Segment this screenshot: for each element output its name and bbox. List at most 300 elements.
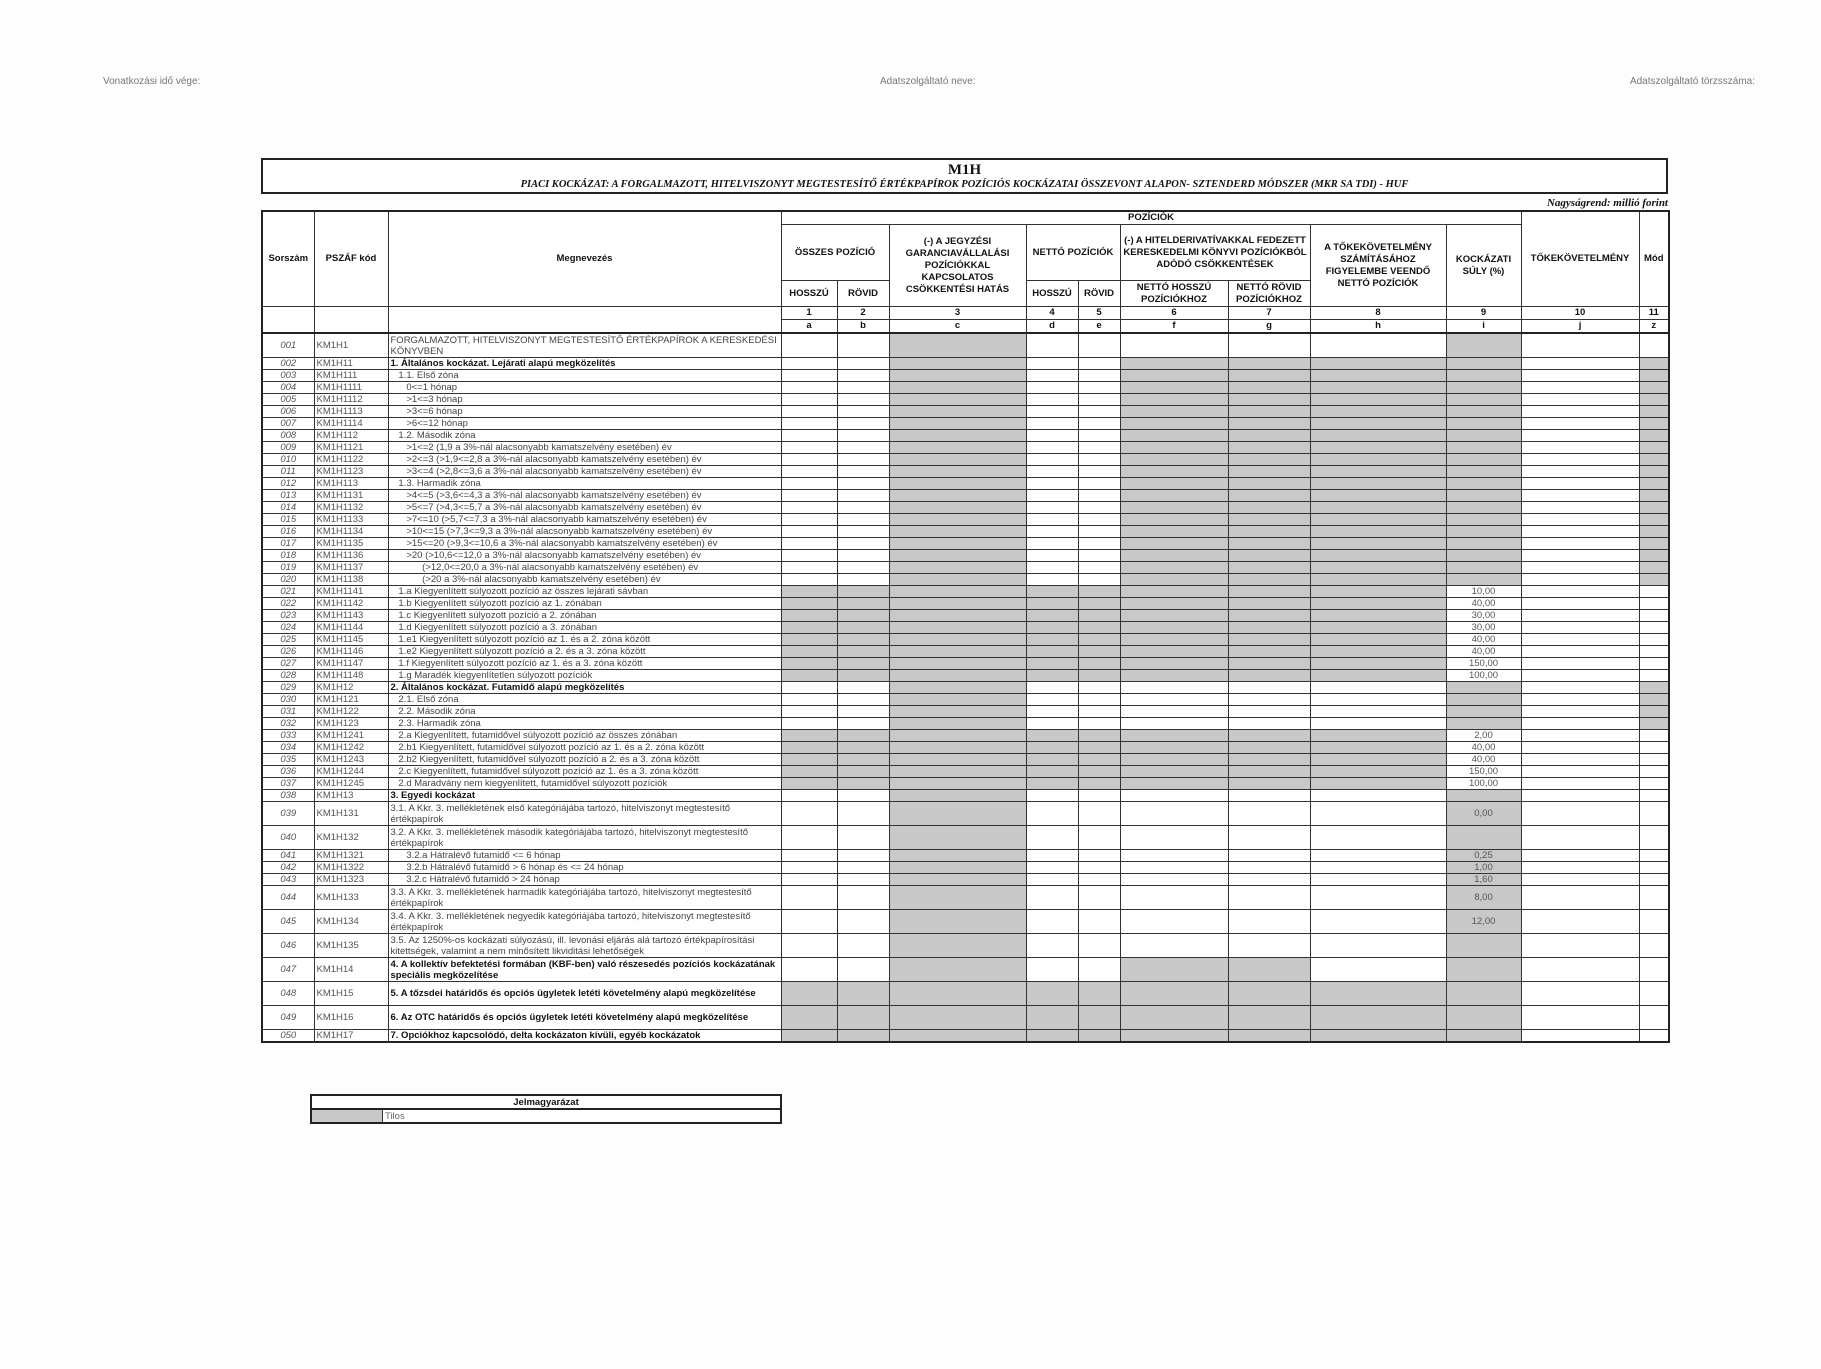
data-cell[interactable] [781,826,837,850]
data-cell[interactable] [1026,370,1078,382]
data-cell[interactable] [781,514,837,526]
data-cell[interactable] [1026,826,1078,850]
data-cell[interactable] [1026,910,1078,934]
data-cell[interactable] [1521,982,1639,1006]
data-cell[interactable] [1078,538,1120,550]
data-cell[interactable] [837,442,889,454]
data-cell [1228,394,1310,406]
data-cell[interactable] [1078,526,1120,538]
data-cell[interactable] [781,538,837,550]
data-cell[interactable] [837,934,889,958]
data-cell [837,766,889,778]
data-cell[interactable] [1521,742,1639,754]
data-cell[interactable] [1521,874,1639,886]
data-cell[interactable] [1521,418,1639,430]
data-cell[interactable] [781,958,837,982]
data-cell[interactable] [781,442,837,454]
data-cell[interactable] [1078,826,1120,850]
data-cell[interactable] [837,862,889,874]
data-cell[interactable] [837,550,889,562]
risk-weight-cell [1446,382,1521,394]
data-cell[interactable] [1228,682,1310,694]
data-cell[interactable] [781,550,837,562]
risk-weight-cell [1446,982,1521,1006]
row-name: >15<=20 (>9,3<=10,6 a 3%-nál alacsonyabb kamatszelvény esetében) év [388,538,781,550]
data-cell[interactable] [781,478,837,490]
data-cell[interactable] [837,418,889,430]
data-cell[interactable] [1026,358,1078,370]
data-cell[interactable] [1026,934,1078,958]
data-cell[interactable] [1120,850,1228,862]
data-cell[interactable] [1120,886,1228,910]
data-cell[interactable] [1078,382,1120,394]
data-cell[interactable] [1078,370,1120,382]
data-cell[interactable] [1026,574,1078,586]
data-cell[interactable] [1228,790,1310,802]
data-cell [889,370,1026,382]
data-cell[interactable] [1026,478,1078,490]
data-cell[interactable] [1639,622,1669,634]
data-cell[interactable] [781,333,837,358]
data-cell [1639,454,1669,466]
data-cell[interactable] [837,706,889,718]
data-cell[interactable] [1078,406,1120,418]
data-cell[interactable] [781,850,837,862]
data-cell[interactable] [1228,886,1310,910]
data-cell[interactable] [1521,910,1639,934]
data-cell[interactable] [1521,370,1639,382]
data-cell[interactable] [1521,574,1639,586]
data-cell[interactable] [1228,706,1310,718]
data-cell[interactable] [781,694,837,706]
data-cell[interactable] [1639,333,1669,358]
data-cell[interactable] [1521,1030,1639,1043]
row-seq: 050 [262,1030,314,1043]
data-cell[interactable] [1120,802,1228,826]
data-cell[interactable] [837,562,889,574]
data-cell[interactable] [1521,550,1639,562]
data-cell[interactable] [1228,802,1310,826]
risk-weight-cell[interactable]: 40,00 [1446,634,1521,646]
data-cell[interactable] [1026,550,1078,562]
data-cell[interactable] [1521,886,1639,910]
data-cell[interactable] [1078,478,1120,490]
data-cell[interactable] [781,490,837,502]
table-row [262,1030,1669,1043]
data-cell[interactable] [1521,478,1639,490]
risk-weight-cell[interactable]: 10,00 [1446,586,1521,598]
data-cell[interactable] [1521,802,1639,826]
data-cell[interactable] [1639,886,1669,910]
data-cell[interactable] [1521,562,1639,574]
data-cell[interactable] [1026,958,1078,982]
data-cell[interactable] [1026,382,1078,394]
col-number: 1 [781,307,837,320]
data-cell[interactable] [837,514,889,526]
data-cell[interactable] [1078,862,1120,874]
data-cell[interactable] [1639,766,1669,778]
data-cell[interactable] [781,874,837,886]
data-cell[interactable] [781,358,837,370]
data-cell [1078,1030,1120,1043]
data-cell[interactable] [1639,1030,1669,1043]
data-cell[interactable] [1521,790,1639,802]
data-cell[interactable] [1639,658,1669,670]
data-cell[interactable] [1521,358,1639,370]
data-cell[interactable] [1078,934,1120,958]
data-cell[interactable] [1521,622,1639,634]
data-cell[interactable] [1120,706,1228,718]
data-cell[interactable] [781,394,837,406]
data-cell[interactable] [1120,826,1228,850]
data-cell[interactable] [1026,862,1078,874]
data-cell[interactable] [1026,454,1078,466]
data-cell[interactable] [1078,466,1120,478]
data-cell[interactable] [1078,886,1120,910]
data-cell[interactable] [1521,1006,1639,1030]
report-table [261,210,1670,1043]
risk-weight-cell[interactable]: 2,00 [1446,730,1521,742]
data-cell[interactable] [1521,430,1639,442]
data-cell[interactable] [1228,874,1310,886]
data-cell [889,478,1026,490]
data-cell[interactable] [1078,442,1120,454]
data-cell[interactable] [1521,598,1639,610]
data-cell [1310,406,1446,418]
data-cell[interactable] [1521,766,1639,778]
data-cell[interactable] [1228,934,1310,958]
data-cell[interactable] [1026,406,1078,418]
data-cell [1310,490,1446,502]
data-cell[interactable] [1310,862,1446,874]
data-cell[interactable] [1521,538,1639,550]
data-cell[interactable] [1078,694,1120,706]
data-cell[interactable] [1120,718,1228,730]
data-cell[interactable] [837,910,889,934]
data-cell[interactable] [1639,850,1669,862]
data-cell[interactable] [1521,718,1639,730]
data-cell[interactable] [1521,442,1639,454]
data-cell[interactable] [837,394,889,406]
data-cell[interactable] [781,718,837,730]
data-cell[interactable] [781,430,837,442]
data-cell[interactable] [837,718,889,730]
data-cell[interactable] [1026,502,1078,514]
data-cell[interactable] [1521,730,1639,742]
data-cell[interactable] [1078,706,1120,718]
data-cell[interactable] [1521,454,1639,466]
data-cell[interactable] [1026,538,1078,550]
risk-weight-cell[interactable]: 40,00 [1446,754,1521,766]
data-cell[interactable] [1639,790,1669,802]
data-cell[interactable] [837,430,889,442]
data-cell[interactable] [1026,526,1078,538]
data-cell[interactable] [1310,718,1446,730]
data-cell[interactable] [1521,610,1639,622]
data-cell[interactable] [1026,418,1078,430]
data-cell[interactable] [1639,754,1669,766]
data-cell[interactable] [1120,910,1228,934]
data-cell[interactable] [1639,742,1669,754]
data-cell [889,490,1026,502]
data-cell[interactable] [781,934,837,958]
data-cell[interactable] [781,370,837,382]
data-cell[interactable] [1026,790,1078,802]
col-number: 5 [1078,307,1120,320]
data-cell[interactable] [1639,802,1669,826]
data-cell[interactable] [781,682,837,694]
data-cell[interactable] [837,790,889,802]
data-cell[interactable] [1639,598,1669,610]
data-cell[interactable] [1026,490,1078,502]
data-cell[interactable] [1078,490,1120,502]
data-cell[interactable] [781,502,837,514]
data-cell[interactable] [1521,850,1639,862]
data-cell[interactable] [1521,778,1639,790]
data-cell[interactable] [1639,646,1669,658]
table-row [262,418,1669,430]
data-cell [781,634,837,646]
data-cell[interactable] [1078,874,1120,886]
data-cell[interactable] [1521,682,1639,694]
data-cell[interactable] [1026,886,1078,910]
risk-weight-cell[interactable]: 30,00 [1446,622,1521,634]
data-cell[interactable] [1078,790,1120,802]
data-cell[interactable] [781,562,837,574]
data-cell[interactable] [1078,718,1120,730]
data-cell [889,826,1026,850]
data-cell[interactable] [837,478,889,490]
data-cell[interactable] [837,958,889,982]
data-cell[interactable] [1639,670,1669,682]
data-cell[interactable] [781,454,837,466]
data-cell[interactable] [1078,550,1120,562]
data-cell[interactable] [1026,706,1078,718]
data-cell[interactable] [1026,394,1078,406]
data-cell[interactable] [1026,514,1078,526]
data-cell[interactable] [1521,502,1639,514]
data-cell[interactable] [1120,333,1228,358]
risk-weight-cell[interactable]: 100,00 [1446,670,1521,682]
data-cell[interactable] [1120,874,1228,886]
data-cell[interactable] [1521,958,1639,982]
data-cell[interactable] [1521,333,1639,358]
data-cell[interactable] [1310,886,1446,910]
data-cell[interactable] [1639,874,1669,886]
data-cell[interactable] [837,874,889,886]
data-cell[interactable] [1639,730,1669,742]
data-cell[interactable] [1521,514,1639,526]
data-cell[interactable] [1026,874,1078,886]
data-cell[interactable] [1521,706,1639,718]
data-cell[interactable] [1228,333,1310,358]
data-cell[interactable] [1026,562,1078,574]
table-row [262,490,1669,502]
data-cell[interactable] [1228,718,1310,730]
data-cell[interactable] [1639,862,1669,874]
data-cell[interactable] [1639,910,1669,934]
data-cell[interactable] [1078,574,1120,586]
data-cell[interactable] [837,382,889,394]
data-cell [1310,658,1446,670]
data-cell[interactable] [1026,694,1078,706]
data-cell [889,382,1026,394]
data-cell[interactable] [781,802,837,826]
data-cell[interactable] [1078,358,1120,370]
data-cell[interactable] [1078,502,1120,514]
data-cell[interactable] [1078,514,1120,526]
data-cell[interactable] [1310,682,1446,694]
data-cell[interactable] [1521,586,1639,598]
data-cell[interactable] [781,574,837,586]
row-code: KM1H1243 [314,754,388,766]
data-cell[interactable] [781,790,837,802]
data-cell[interactable] [837,682,889,694]
data-cell[interactable] [781,886,837,910]
data-cell[interactable] [1228,826,1310,850]
data-cell[interactable] [1078,958,1120,982]
data-cell[interactable] [1639,610,1669,622]
data-cell[interactable] [781,526,837,538]
data-cell[interactable] [1310,874,1446,886]
data-cell[interactable] [1026,802,1078,826]
data-cell[interactable] [1026,442,1078,454]
data-cell[interactable] [1026,718,1078,730]
data-cell[interactable] [1521,754,1639,766]
data-cell[interactable] [1310,934,1446,958]
row-seq: 004 [262,382,314,394]
data-cell[interactable] [781,910,837,934]
data-cell[interactable] [837,490,889,502]
data-cell[interactable] [781,706,837,718]
data-cell[interactable] [837,406,889,418]
data-cell[interactable] [1310,910,1446,934]
data-cell[interactable] [1120,682,1228,694]
data-cell[interactable] [1521,466,1639,478]
risk-weight-cell[interactable]: 100,00 [1446,778,1521,790]
data-cell[interactable] [1026,333,1078,358]
data-cell[interactable] [1228,910,1310,934]
data-cell[interactable] [1120,862,1228,874]
data-cell[interactable] [1310,802,1446,826]
data-cell[interactable] [1078,682,1120,694]
data-cell[interactable] [837,466,889,478]
data-cell [1228,574,1310,586]
data-cell[interactable] [1521,382,1639,394]
data-cell[interactable] [1310,958,1446,982]
data-cell[interactable] [1078,850,1120,862]
data-cell[interactable] [1310,333,1446,358]
risk-weight-cell[interactable]: 40,00 [1446,646,1521,658]
data-cell[interactable] [1228,850,1310,862]
data-cell[interactable] [837,802,889,826]
data-cell[interactable] [837,850,889,862]
data-cell[interactable] [1310,694,1446,706]
data-cell[interactable] [1310,850,1446,862]
data-cell[interactable] [1639,778,1669,790]
data-cell[interactable] [837,538,889,550]
data-cell[interactable] [1026,682,1078,694]
data-cell[interactable] [1078,418,1120,430]
data-cell[interactable] [1078,430,1120,442]
data-cell[interactable] [1521,490,1639,502]
data-cell[interactable] [1078,394,1120,406]
data-cell[interactable] [837,502,889,514]
data-cell[interactable] [1310,706,1446,718]
data-cell[interactable] [1521,694,1639,706]
data-cell [1228,466,1310,478]
risk-weight-cell[interactable]: 30,00 [1446,610,1521,622]
data-cell[interactable] [781,862,837,874]
data-cell[interactable] [1026,430,1078,442]
data-cell [837,742,889,754]
data-cell[interactable] [1026,466,1078,478]
risk-weight-cell[interactable]: 150,00 [1446,766,1521,778]
data-cell[interactable] [837,370,889,382]
data-cell[interactable] [1120,934,1228,958]
data-cell[interactable] [781,382,837,394]
data-cell [889,538,1026,550]
data-cell[interactable] [781,418,837,430]
risk-weight-cell[interactable]: 40,00 [1446,742,1521,754]
data-cell[interactable] [1310,826,1446,850]
data-cell[interactable] [1521,394,1639,406]
data-cell[interactable] [781,466,837,478]
risk-weight-cell[interactable]: 40,00 [1446,598,1521,610]
data-cell[interactable] [1639,826,1669,850]
data-cell[interactable] [1521,658,1639,670]
data-cell[interactable] [1078,454,1120,466]
data-cell[interactable] [837,694,889,706]
data-cell[interactable] [1120,694,1228,706]
data-cell[interactable] [1078,333,1120,358]
data-cell[interactable] [1078,562,1120,574]
data-cell[interactable] [837,574,889,586]
data-cell[interactable] [1310,790,1446,802]
col-header-net-long: HOSSZÚ [1026,281,1078,307]
data-cell[interactable] [1639,634,1669,646]
data-cell[interactable] [1521,526,1639,538]
data-cell[interactable] [1078,910,1120,934]
data-cell[interactable] [837,886,889,910]
data-cell [1310,634,1446,646]
data-cell[interactable] [837,358,889,370]
data-cell[interactable] [1639,958,1669,982]
data-cell[interactable] [1026,850,1078,862]
data-cell[interactable] [1521,646,1639,658]
data-cell[interactable] [1521,634,1639,646]
data-cell[interactable] [1078,802,1120,826]
data-cell[interactable] [1639,982,1669,1006]
data-cell[interactable] [837,826,889,850]
data-cell[interactable] [837,526,889,538]
data-cell[interactable] [1521,670,1639,682]
data-cell[interactable] [1639,934,1669,958]
data-cell[interactable] [1120,790,1228,802]
data-cell[interactable] [837,333,889,358]
data-cell[interactable] [1228,694,1310,706]
data-cell[interactable] [1521,862,1639,874]
data-cell[interactable] [1228,862,1310,874]
data-cell[interactable] [1639,586,1669,598]
data-cell[interactable] [1521,826,1639,850]
data-cell[interactable] [781,406,837,418]
data-cell[interactable] [1521,406,1639,418]
risk-weight-cell[interactable]: 150,00 [1446,658,1521,670]
data-cell[interactable] [1521,934,1639,958]
data-cell[interactable] [837,454,889,466]
data-cell[interactable] [1639,1006,1669,1030]
